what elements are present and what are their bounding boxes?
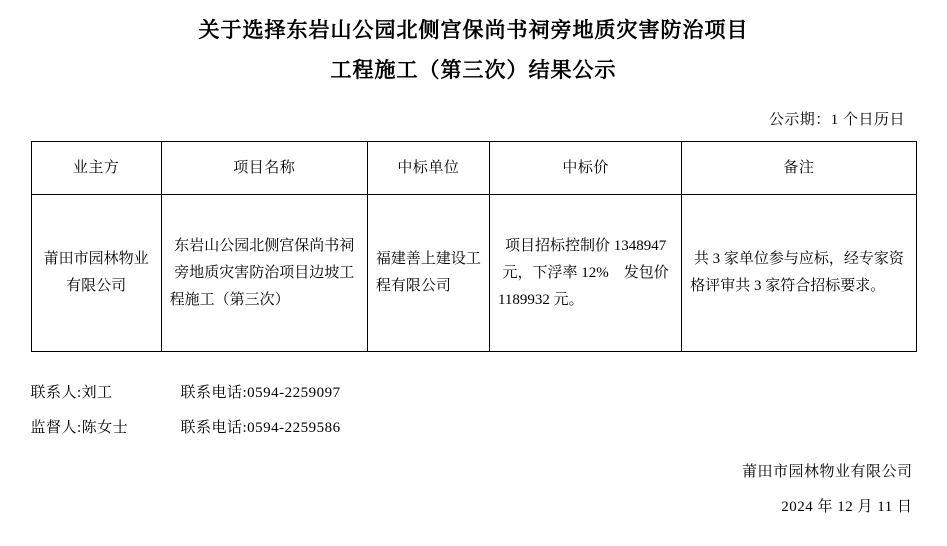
table-header-row: [31, 142, 916, 195]
document-footer: [31, 444, 917, 516]
supervisor-label: 监督人:陈女士: [30, 420, 129, 436]
page-title: [30, 0, 917, 90]
title-line-2: 工程施工（第三次）结果公示: [330, 58, 617, 82]
contact-person-phone: 联系电话:0594-2259097: [180, 385, 341, 401]
header-price: 中标价: [489, 142, 681, 195]
bid-result-table: [31, 141, 917, 352]
contact-row-2: [31, 409, 917, 444]
cell-project: 东岩山公园北侧宫保尚书祠旁地质灾害防治项目边坡工程施工（第三次）: [161, 195, 367, 352]
header-remark: 备注: [682, 142, 916, 195]
cell-remark: 共 3 家单位参与应标，经专家资格评审共 3 家符合招标要求。: [682, 195, 916, 352]
title-line-1: 关于选择东岩山公园北侧宫保尚书祠旁地质灾害防治项目: [198, 18, 749, 42]
supervisor-phone: 联系电话:0594-2259586: [180, 420, 341, 436]
header-winner: 中标单位: [367, 142, 489, 195]
header-owner: 业主方: [31, 142, 161, 195]
contact-person-label: 联系人:刘工: [30, 385, 113, 401]
cell-owner: 莆田市园林物业有限公司: [31, 195, 161, 352]
issue-date: 2024 年 12 月 11 日: [781, 499, 913, 515]
notice-period: 公示期：1 个日历日: [768, 112, 905, 128]
cell-price: 项目招标控制价 1348947 元，下浮率 12% 发包价 1189932 元。: [489, 195, 681, 352]
cell-winner: 福建善上建设工程有限公司: [367, 195, 489, 352]
header-project: 项目名称: [161, 142, 367, 195]
issuing-organization: 莆田市园林物业有限公司: [741, 464, 913, 480]
contact-section: [31, 352, 917, 444]
table-row: [31, 195, 916, 352]
contact-row-1: [31, 374, 917, 409]
